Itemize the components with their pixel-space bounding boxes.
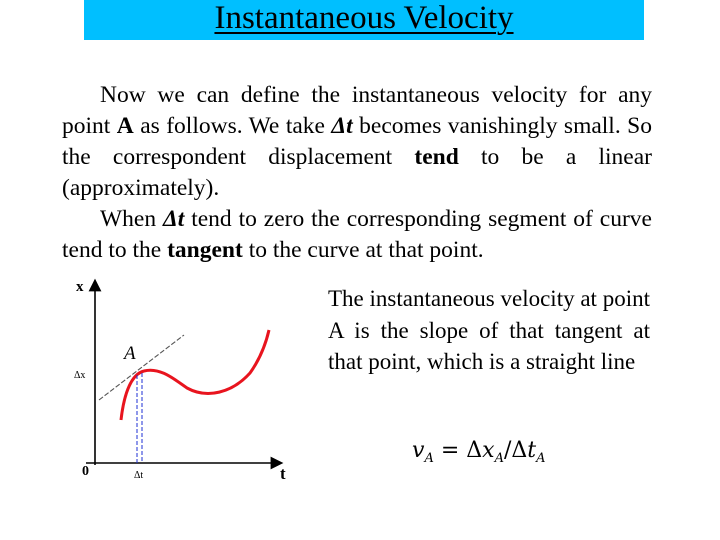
- slide-title: Instantaneous Velocity: [214, 0, 514, 36]
- paragraph-tangent: [62, 204, 652, 266]
- p2-delta-t: Δt: [163, 206, 185, 232]
- slope-explanation-text: The instantaneous velocity at point A is the slope of that tangent at that point, which is a straight line: [328, 286, 650, 374]
- delta-t-label: Δt: [134, 470, 144, 481]
- position-time-graph: [72, 275, 302, 485]
- p1-text-2: as follows. We take: [133, 113, 332, 139]
- p2-text-1: When: [100, 206, 164, 232]
- x-axis-label: t: [280, 464, 286, 483]
- p2-tangent: tangent: [167, 237, 243, 263]
- p1-text-3: becomes vanishingly small. So the correspondent displacement: [62, 113, 652, 170]
- formula-slash-delta: /Δ: [503, 438, 528, 463]
- p1-text-1: Now we can define the instantaneous velocity for any point: [62, 82, 652, 139]
- formula-x: x: [482, 438, 495, 463]
- tangent-line: [99, 335, 184, 400]
- p1-tend: tend: [414, 144, 459, 170]
- velocity-formula: [412, 433, 546, 469]
- formula-t: t: [527, 438, 537, 463]
- title-bar: [84, 0, 644, 40]
- point-a-label: A: [124, 343, 136, 364]
- formula-v: v: [412, 438, 425, 463]
- formula-subscript-a-2: A: [494, 451, 504, 466]
- p2-text-2: tend to zero the corresponding segment of curve tend to the: [62, 206, 652, 263]
- paragraph-instantaneous-definition: [62, 80, 652, 204]
- p1-delta-t: Δt: [331, 113, 353, 139]
- body-text: [62, 80, 652, 266]
- p2-text-3: to the curve at that point.: [242, 237, 484, 263]
- formula-equals-delta: = Δ: [433, 438, 483, 463]
- p1-point-a: A: [116, 113, 134, 139]
- y-axis-label: x: [76, 279, 84, 295]
- origin-label: 0: [82, 464, 89, 479]
- formula-subscript-a-3: A: [536, 451, 546, 466]
- formula-subscript-a: A: [424, 451, 434, 466]
- delta-x-label: Δx: [74, 370, 86, 381]
- position-curve: [121, 330, 269, 420]
- p1-text-4: to be a linear (approximately).: [62, 144, 652, 201]
